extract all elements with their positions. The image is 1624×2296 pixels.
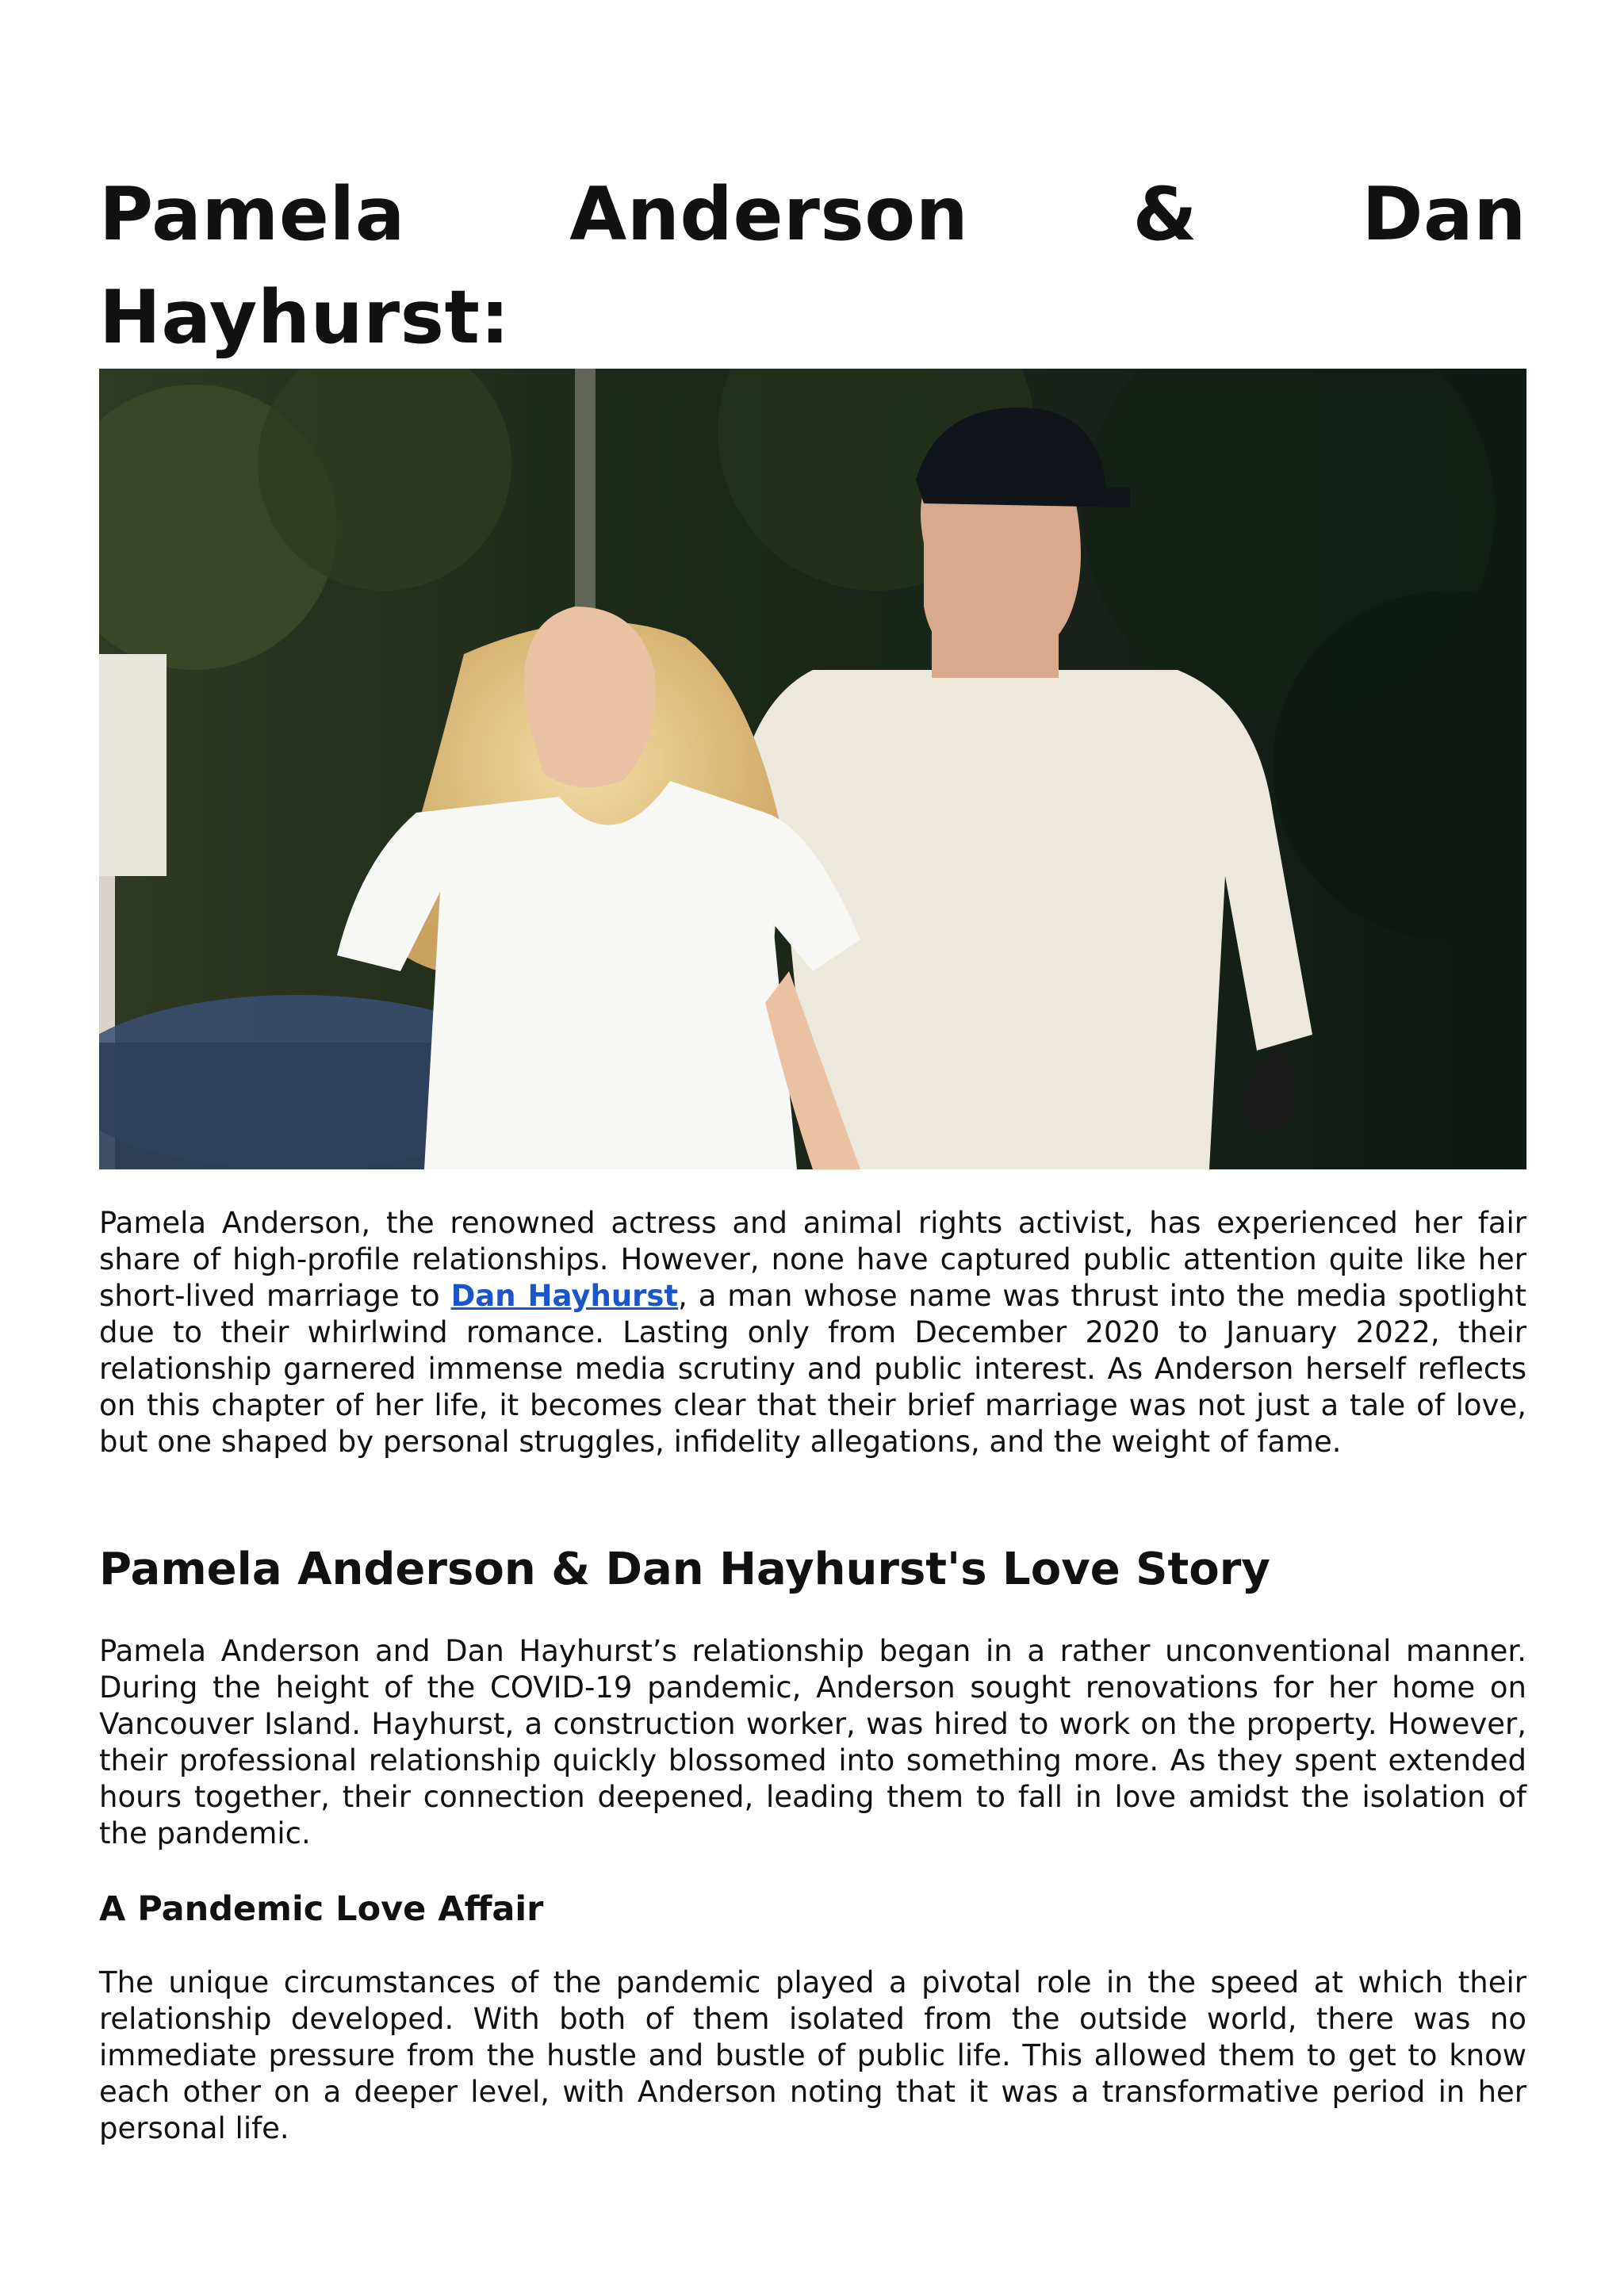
section-heading-love-story: Pamela Anderson & Dan Hayhurst's Love Story xyxy=(99,1544,1270,1595)
intro-paragraph xyxy=(99,1205,1526,1460)
pandemic-paragraph: The unique circumstances of the pandemic played a pivotal role in the speed at which their relationship developed. With both of them isolated from the outside world, there was no immediate pressure from the hustle and bustle of public life. This allowed them to get to know each other on a deeper level, with Anderson noting that it was a transformative period in her personal life. xyxy=(99,1965,1526,2145)
intro-text-start: Pamela Anderson, the renowned actress and animal rights activist, has experienced her fair share of high-profile relationships. However, none have captured public attention quite like her short-lived marriage to xyxy=(99,1206,1526,1313)
section-heading-pandemic-love-affair: A Pandemic Love Affair xyxy=(99,1889,544,1929)
hero-photo xyxy=(99,369,1526,1169)
love-story-paragraph: Pamela Anderson and Dan Hayhurst’s relationship began in a rather unconventional manner. During the height of the COVID-19 pandemic, Anderson sought renovations for her home on Vancouver Island. Hayhurst, a construction worker, was hired to work on the property. However, their professional relationship quickly blossomed into something more. As they spent extended hours together, their connection deepened, leading them to fall in love amidst the isolation of the pandemic. xyxy=(99,1634,1526,1850)
intro-text-end: , a man whose name was thrust into the media spotlight due to their whirlwind romance. Lasting only from December 2020 to January 2022, their relationship garnered immense media scrutiny and public interest. As Anderson herself reflects on this chapter of her life, it becomes clear that their brief marriage was not just a tale of love, but one shaped by personal struggles, infidelity allegations, and the weight of fame. xyxy=(99,1279,1526,1459)
dan-hayhurst-link[interactable]: Dan Hayhurst xyxy=(450,1279,679,1313)
title-line-1: Pamela Anderson & Dan Hayhurst: xyxy=(99,171,1526,360)
